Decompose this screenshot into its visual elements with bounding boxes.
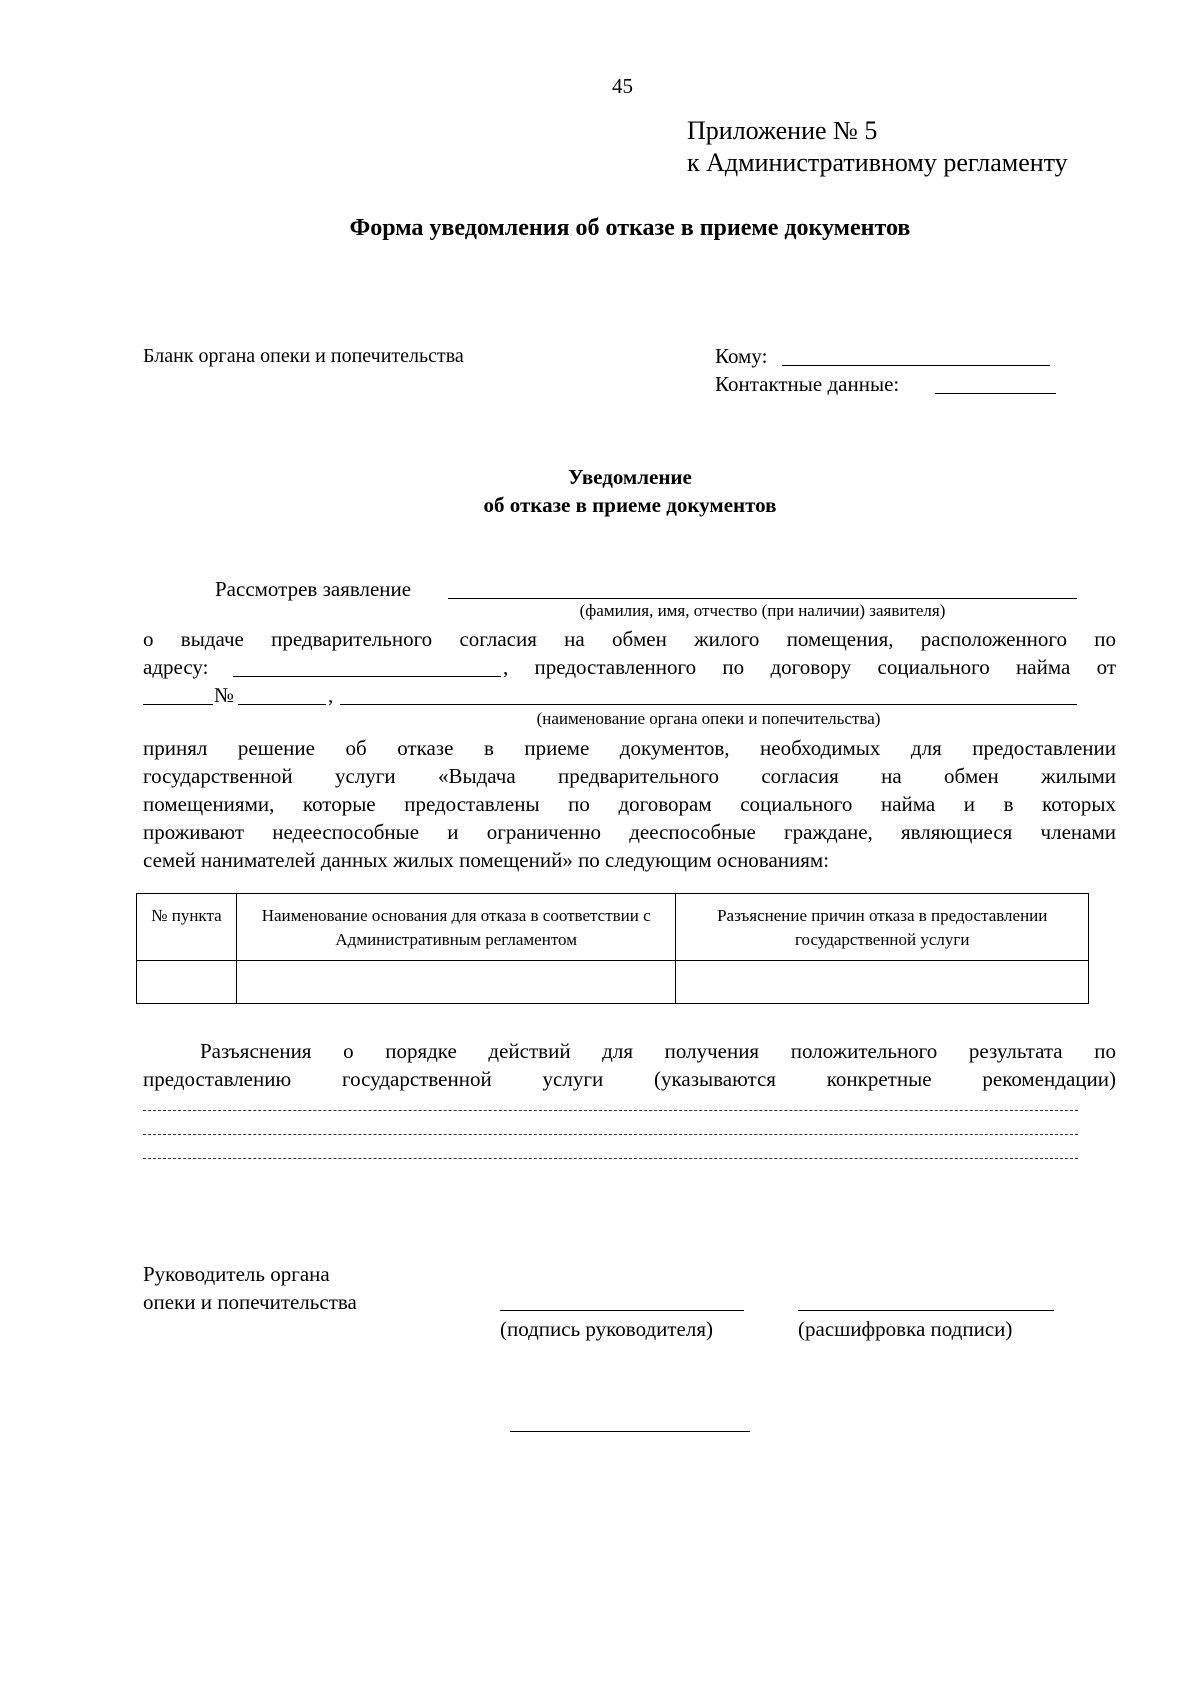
address-rest: , предоставленного по договору социального найма от (503, 655, 1116, 679)
signature-field-line (500, 1310, 744, 1311)
to-label: Кому: (715, 344, 768, 368)
number-sign: № (214, 683, 235, 707)
decision-line-2: государственной услуги «Выдача предварительного согласия на обмен жилыми (143, 764, 1116, 788)
explanation-line-2: предоставлению государственной услуги (указываются конкретные рекомендации) (143, 1067, 1116, 1091)
authority-field-line (340, 704, 1077, 705)
contacts-label: Контактные данные: (715, 372, 900, 396)
address-label: адресу: (143, 655, 209, 679)
table-header-row (137, 894, 1089, 961)
notice-title-line-2: об отказе в приеме документов (483, 493, 777, 517)
blank-label: Бланк органа опеки и попечительства (143, 345, 464, 367)
decision-line-5: семей нанимателей данных жилых помещений» по следующим основаниям: (143, 848, 830, 872)
authority-caption: (наименование органа опеки и попечительства) (536, 709, 881, 728)
bottom-separator-line (510, 1431, 750, 1432)
notice-title-line-1: Уведомление (568, 465, 692, 489)
contacts-field-line (935, 393, 1056, 394)
table-header-item-number: № пункта (137, 894, 237, 961)
considered-label: Рассмотрев заявление (215, 577, 412, 601)
to-field-line (782, 365, 1050, 366)
form-title: Форма уведомления об отказе в приеме документов (349, 215, 911, 241)
signature-decode-field-line (798, 1310, 1054, 1311)
reasons-table (136, 893, 1089, 1004)
number-field-line (238, 704, 326, 705)
decision-line-1: принял решение об отказе в приеме документов, необходимых для предоставлении (143, 736, 1116, 760)
table-header-reason-explanation: Разъяснение причин отказа в предоставлении государственной услуги (676, 894, 1089, 961)
head-line-2: опеки и попечительства (143, 1290, 357, 1314)
decision-line-4: проживают недееспособные и ограниченно дееспособные граждане, являющиеся членами (143, 820, 1116, 844)
exchange-line: о выдаче предварительного согласия на обмен жилого помещения, расположенного по (143, 627, 1116, 651)
decision-line-3: помещениями, которые предоставлены по договорам социального найма и в которых (143, 792, 1116, 816)
signature-caption: (подпись руководителя) (500, 1317, 714, 1341)
signature-decode-caption: (расшифровка подписи) (798, 1317, 1013, 1341)
table-row (137, 961, 1089, 1004)
explanation-blank-line (143, 1134, 1078, 1135)
table-cell (137, 961, 237, 1004)
explanation-blank-line (143, 1110, 1078, 1111)
address-field-line (233, 676, 501, 677)
table-cell (236, 961, 676, 1004)
applicant-caption: (фамилия, имя, отчество (при наличии) заявителя) (579, 601, 946, 620)
appendix-line-2: к Административному регламенту (687, 148, 1068, 177)
page-number: 45 (612, 74, 633, 98)
applicant-field-line (448, 598, 1077, 599)
explanation-blank-line (143, 1158, 1078, 1159)
date-field-line (143, 704, 213, 705)
explanation-line-1: Разъяснения о порядке действий для получения положительного результата по (200, 1039, 1116, 1063)
head-line-1: Руководитель органа (143, 1262, 330, 1286)
table-header-reason-name: Наименование основания для отказа в соответствии с Административным регламентом (236, 894, 676, 961)
table-cell (676, 961, 1089, 1004)
appendix-line-1: Приложение № 5 (687, 116, 878, 145)
comma: , (328, 683, 334, 707)
